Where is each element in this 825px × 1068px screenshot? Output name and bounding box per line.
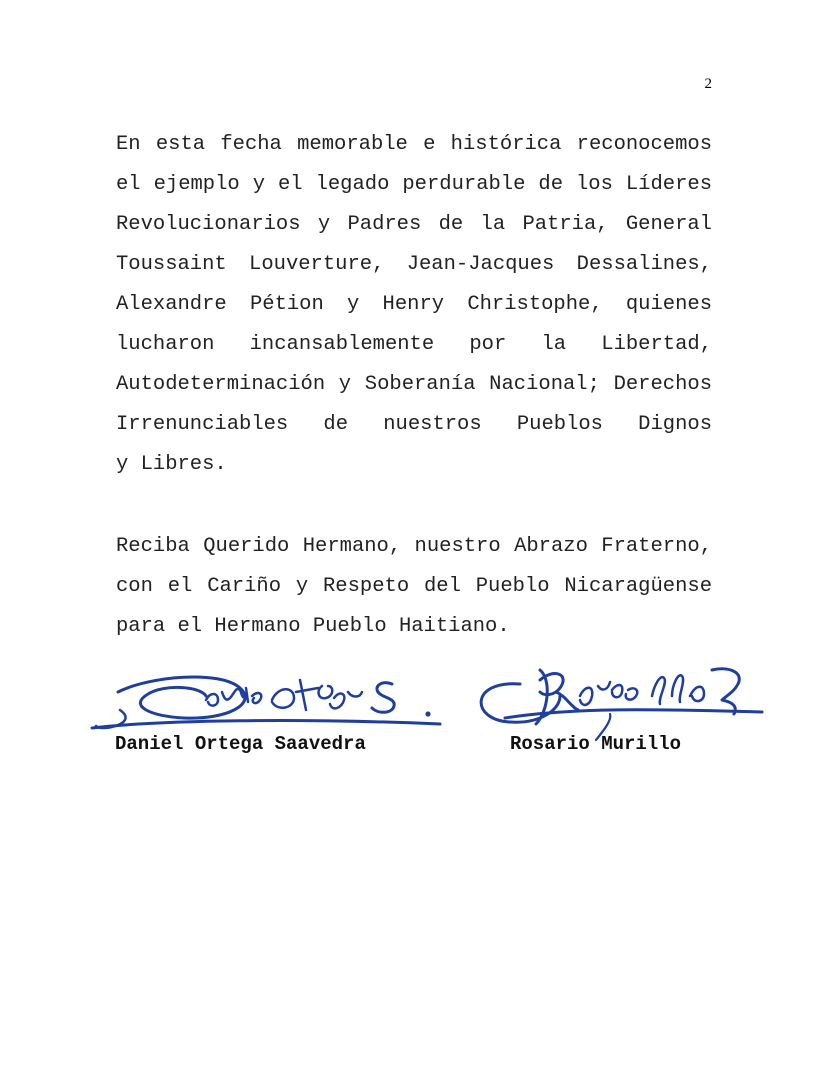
signer-name-right: Rosario Murillo xyxy=(510,733,682,755)
paragraph-greeting xyxy=(116,527,712,647)
page-number: 2 xyxy=(704,76,712,92)
text-line: Reciba Querido Hermano, nuestro Abrazo Fraterno, xyxy=(116,535,712,558)
text-line: Autodeterminación y Soberanía Nacional; Derechos xyxy=(116,373,712,396)
signer-name-left: Daniel Ortega Saavedra xyxy=(115,733,366,755)
handwritten-signatures xyxy=(0,640,825,780)
text-line: el ejemplo y el legado perdurable de los Líderes xyxy=(116,173,712,196)
signature-right xyxy=(481,669,762,740)
text-line: En esta fecha memorable e histórica reconocemos xyxy=(116,133,712,156)
signature-block xyxy=(0,640,825,780)
text-line: Toussaint Louverture, Jean-Jacques Dessalines, xyxy=(116,253,712,276)
text-line: lucharon incansablemente por la Libertad, xyxy=(116,333,712,356)
text-line: Irrenunciables de nuestros Pueblos Dignos xyxy=(116,413,712,436)
text-line: con el Cariño y Respeto del Pueblo Nicaragüense xyxy=(116,575,712,598)
paragraph-tribute xyxy=(116,125,712,485)
text-line: Alexandre Pétion y Henry Christophe, quienes xyxy=(116,293,712,316)
text-line: Revolucionarios y Padres de la Patria, General xyxy=(116,213,712,236)
text-line: y Libres. xyxy=(116,453,227,476)
text-line: para el Hermano Pueblo Haitiano. xyxy=(116,615,510,638)
signature-left xyxy=(92,677,440,728)
